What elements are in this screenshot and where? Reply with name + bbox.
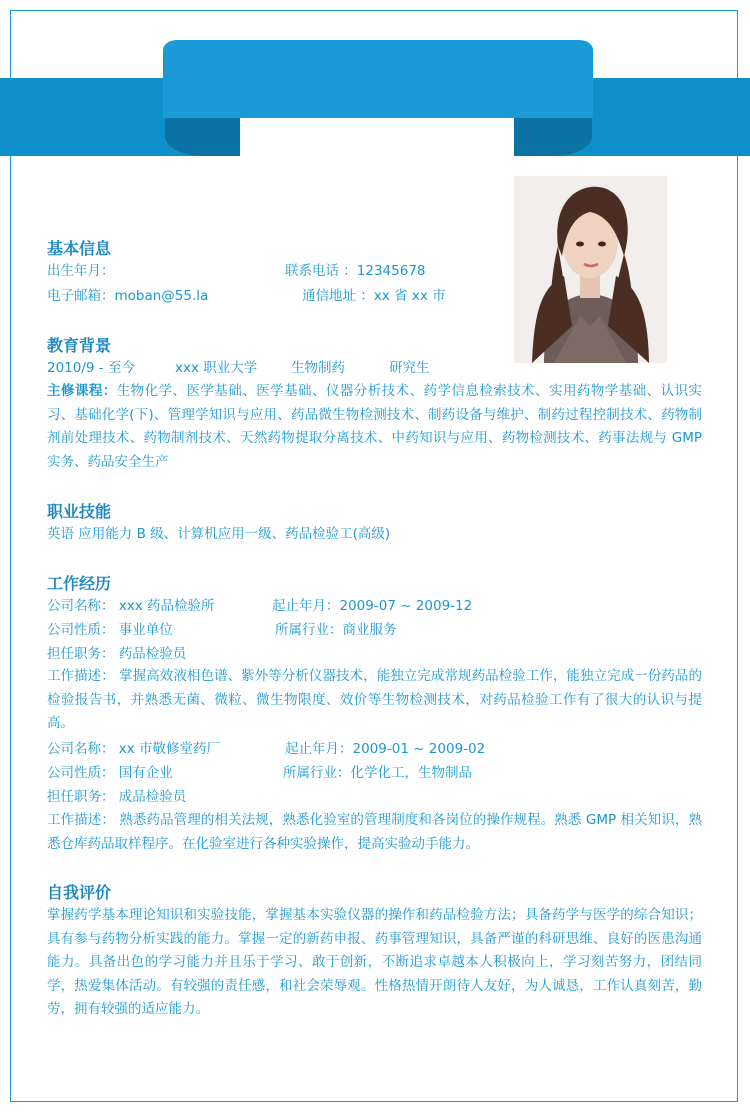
courses-label: 主修课程： — [47, 383, 117, 399]
job2-company: 公司名称： xx 市敬修堂药厂 — [47, 741, 221, 757]
job2-industry: 所属行业：化学化工，生物制品 — [283, 765, 472, 781]
ribbon-right-fold — [514, 118, 592, 156]
address-text: 通信地址 ：xx 省 xx 市 — [302, 288, 446, 304]
job1-position: 担任职务： 药品检验员 — [47, 646, 187, 662]
birth-label: 出生年月： — [47, 263, 115, 279]
job2-position: 担任职务： 成品检验员 — [47, 789, 187, 805]
skills-text: 英语 应用能力 B 级、计算机应用一级、药品检验工(高级) — [47, 526, 391, 542]
section-title-skills: 职业技能 — [47, 502, 112, 521]
job1-period: 起止年月：2009-07 ~ 2009-12 — [272, 598, 473, 614]
section-title-education: 教育背景 — [47, 336, 112, 355]
job1-industry: 所属行业：商业服务 — [275, 622, 397, 638]
email-text: 电子邮箱：moban@55.la — [47, 288, 209, 304]
education-period: 2010/9 - 至今 — [47, 360, 135, 376]
courses-text: 生物化学、医学基础、医学基础、仪器分析技术、药学信息检索技术、实用药物学基础、认识实习、基础化学(下)、管理学知识与应用、药品微生物检测技术、制药设备与维护、制药过程控制技术、药物制剂前处理技术、药物制剂技术、天然药物提取分离技术、中药知识与应用、药物检测技术、药事法规与 GMP 实务、药品安全生产 — [47, 383, 703, 470]
job1-nature: 公司性质： 事业单位 — [47, 622, 173, 638]
phone-text: 联系电话 ：12345678 — [285, 263, 426, 279]
job1-description: 工作描述： 掌握高效液相色谱、紫外等分析仪器技术，能独立完成常规药品检验工作，能独立完成一份药品的检验报告书，并熟悉无菌、微粒、微生物限度、效价等生物检测技术，对药品检验工作有了很大的认识与提高。 — [47, 668, 702, 731]
job2-description: 工作描述： 熟悉药品管理的相关法规，熟悉化验室的管理制度和各岗位的操作规程。熟悉 GMP 相关知识，熟悉仓库药品取样程序。在化验室进行各种实验操作，提高实验动手能力。 — [47, 812, 702, 852]
courses-paragraph — [47, 380, 702, 474]
job1-company: 公司名称： xxx 药品检验所 — [47, 598, 215, 614]
job2-period: 起止年月：2009-01 ~ 2009-02 — [285, 741, 486, 757]
self-evaluation-text: 掌握药学基本理论知识和实验技能，掌握基本实验仪器的操作和药品检验方法；具备药学与医学的综合知识；具有参与药物分析实践的能力。掌握一定的新药申报、药事管理知识，具备严谨的科研思维、良好的医患沟通能力。具备出色的学习能力并且乐于学习、敢于创新，不断追求卓越本人积极向上，学习刻苦努力，团结同学，热爱集体活动。有较强的责任感，和社会荣辱观。性格热情开朗待人友好，为人诚恳，工作认真刻苦，勤劳，拥有较强的适应能力。 — [47, 907, 702, 1017]
job2-nature: 公司性质： 国有企业 — [47, 765, 173, 781]
section-title-basic: 基本信息 — [47, 239, 112, 258]
education-school: xxx 职业大学 — [175, 360, 258, 376]
section-title-work: 工作经历 — [47, 574, 112, 593]
education-degree: 研究生 — [389, 360, 430, 376]
ribbon-left-fold — [165, 118, 240, 156]
section-title-self: 自我评价 — [47, 883, 112, 902]
profile-photo — [514, 176, 667, 363]
education-major: 生物制药 — [291, 360, 345, 376]
portrait-image — [514, 176, 667, 363]
ribbon-banner — [163, 40, 593, 118]
